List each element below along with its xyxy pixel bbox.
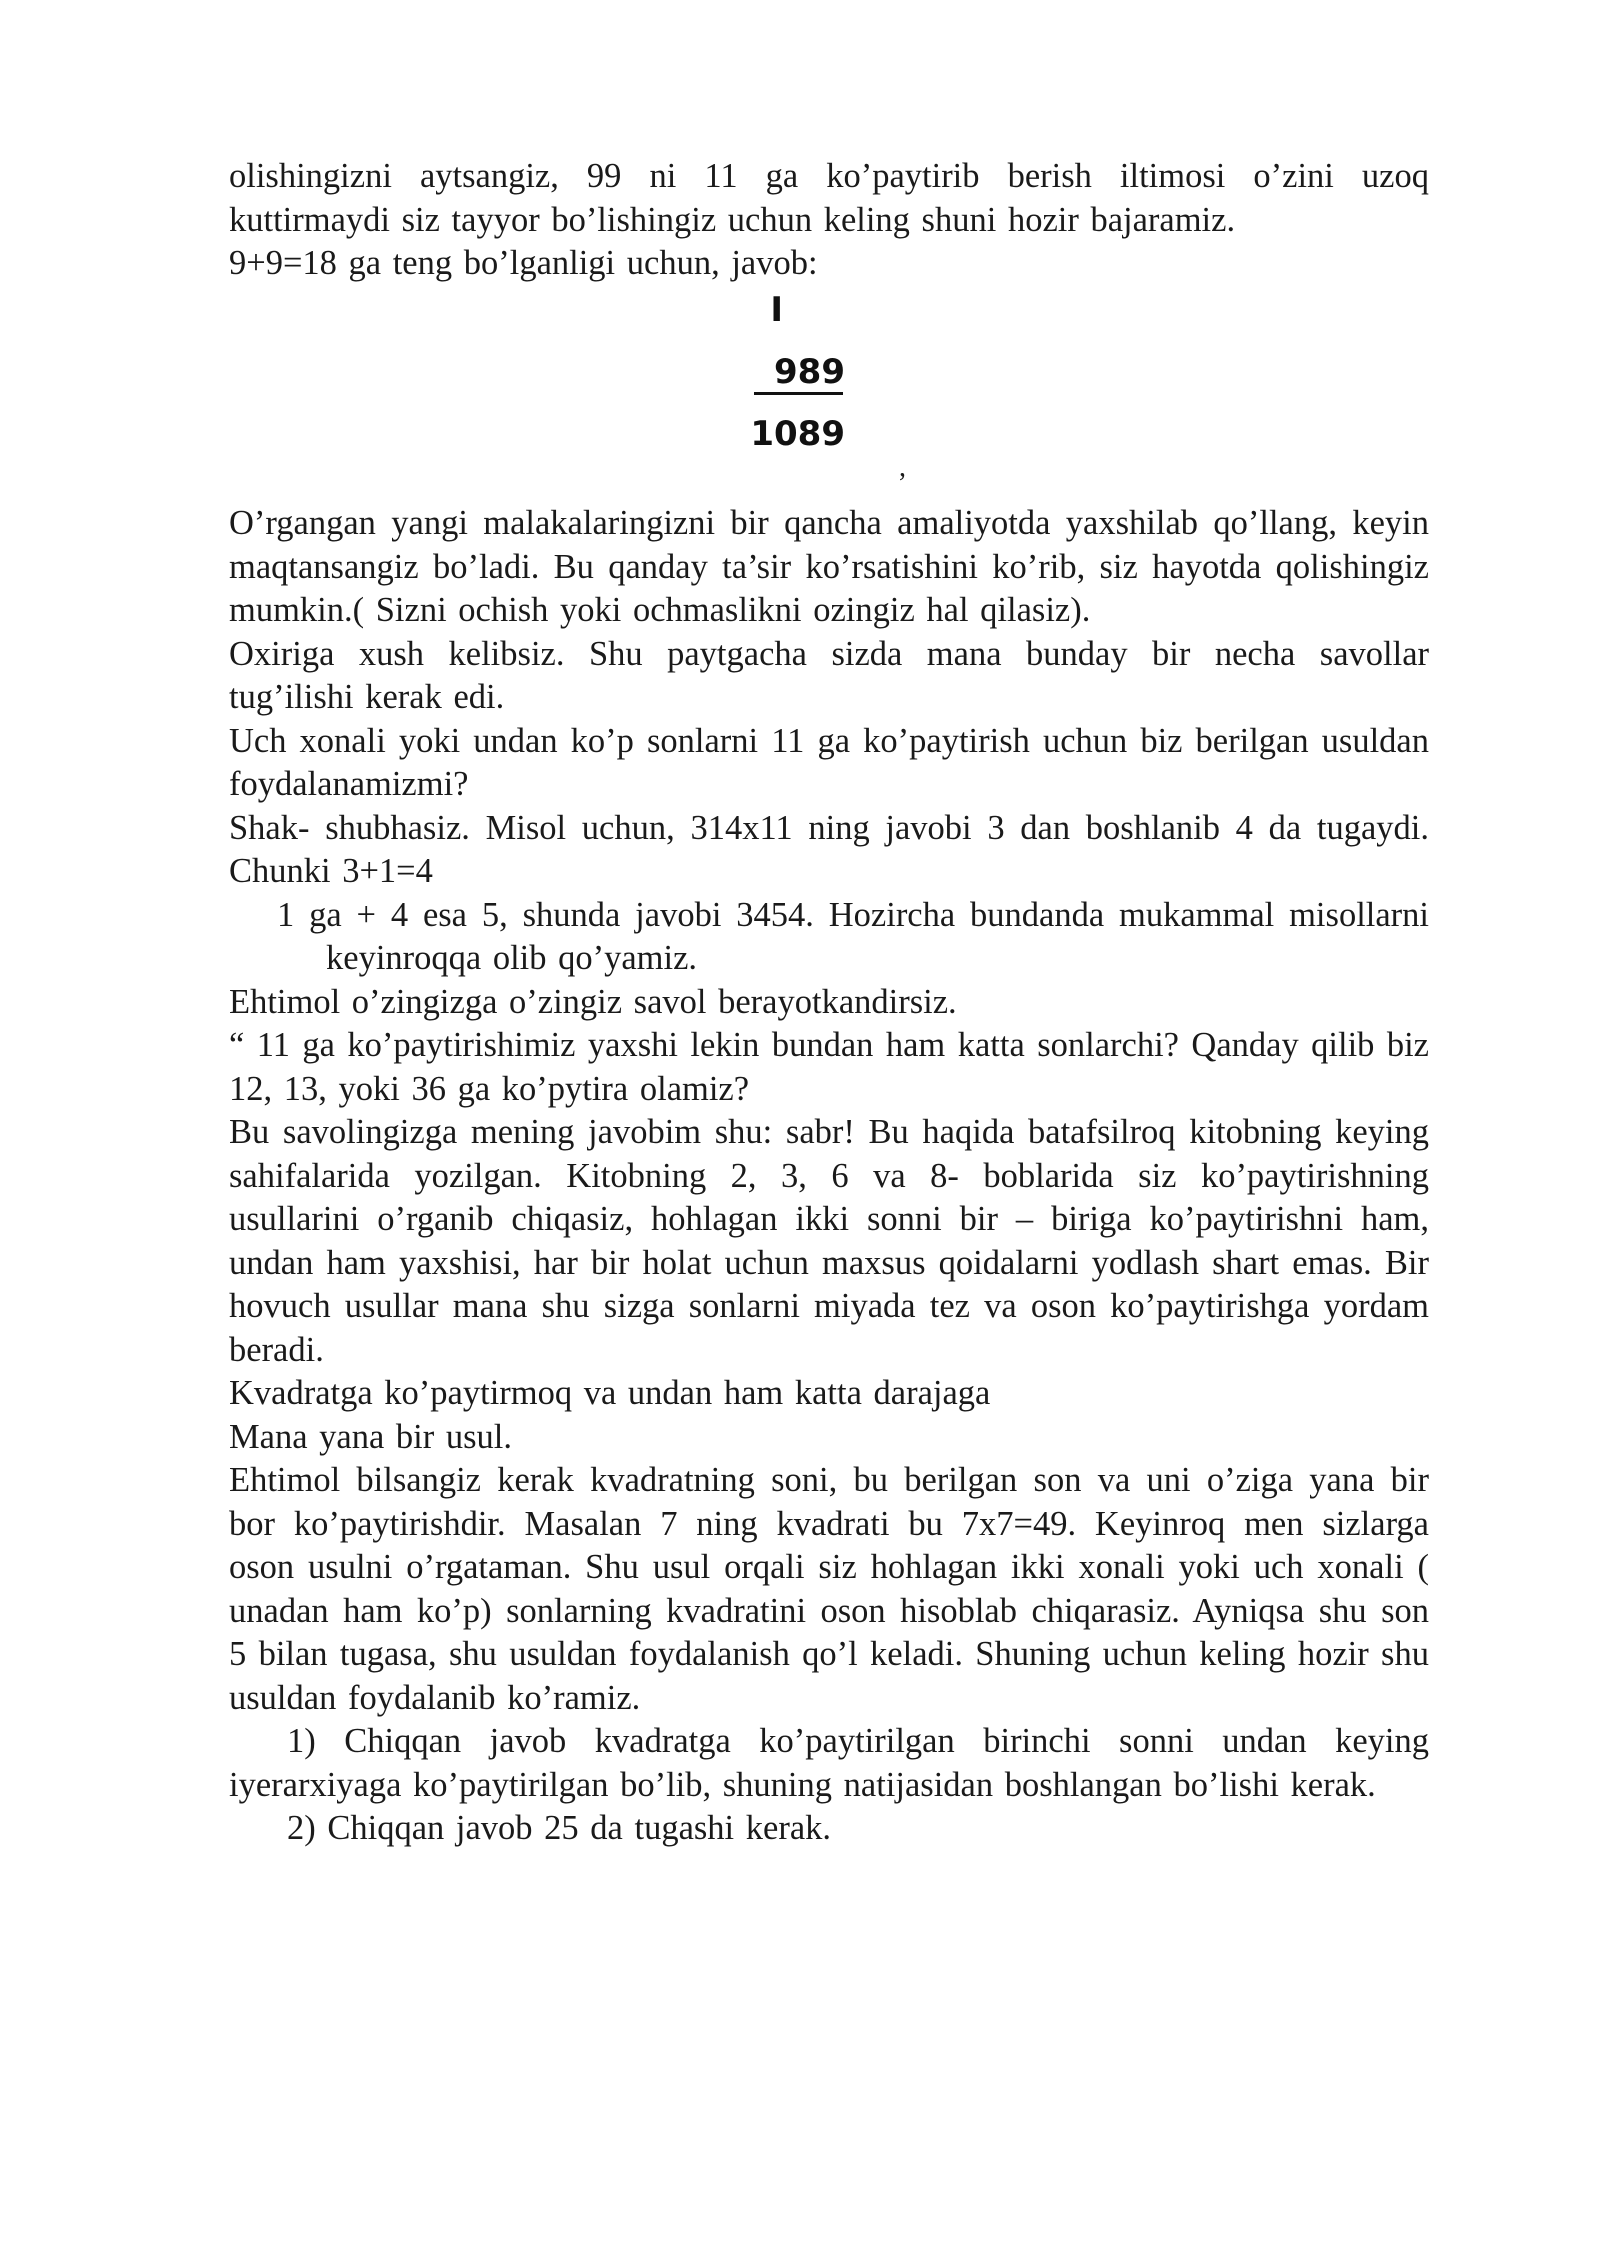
calc-result: 1089 (750, 414, 845, 454)
trailing-comma: , (899, 452, 906, 483)
paragraph-practice: O’rgangan yangi malakalaringizni bir qancha amaliyotda yaxshilab qo’llang, keyin maqtansangiz bo’ladi. Bu qanday ta’sir ko’rsatishini ko’rib, siz hayotda qolishingiz mumkin.( Sizni ochish yoki ochmaslikni ozingiz hal qilasiz). (229, 504, 1429, 629)
calc-carry-digit: I (770, 290, 783, 330)
paragraph-quote-question: “ 11 ga ko’paytirishimiz yaxshi lekin bundan ham katta sonlarchi? Qanday qilib biz 12, 13, yoki 36 ga ko’pytira olamiz? (229, 1026, 1429, 1108)
paragraph-question-three-digit: Uch xonali yoki undan ko’p sonlarni 11 ga ko’paytirish uchun biz berilgan usuldan foydalanamizmi? (229, 721, 1429, 803)
main-text (229, 502, 1429, 1851)
list-item-rule-2: 2) Chiqqan javob 25 da tugashi kerak. (287, 1809, 832, 1847)
list-item-rule-1: 1) Chiqqan javob kvadratga ko’paytirilgan birinchi sonni undan keying iyerarxiyaga ko’paytirilgan bo’lib, shuning natijasidan boshlangan bo’lishi kerak. (229, 1722, 1429, 1804)
paragraph-example-314: Shak- shubhasiz. Misol uchun, 314x11 ning javobi 3 dan boshlanib 4 da tugaydi. Chunki 3+1=4 (229, 808, 1429, 890)
paragraph-answer-lead: 9+9=18 ga teng bo’lganligi uchun, javob: (229, 244, 818, 282)
intro-text (229, 155, 1429, 286)
paragraph-self-question: Ehtimol o’zingizga o’zingiz savol berayotkandirsiz. (229, 982, 957, 1021)
section-heading-squares: Kvadratga ko’paytirmoq va undan ham katta darajaga (229, 1374, 991, 1412)
paragraph-another-method: Mana yana bir usul. (229, 1417, 513, 1456)
calc-addend: 989 (774, 352, 845, 392)
paragraph-intro: olishingizni aytsangiz, 99 ni 11 ga ko’paytirib berish iltimosi o’zini uzoq kuttirmaydi siz tayyor bo’lishingiz uchun keling shuni hozir bajaramiz. (229, 157, 1429, 239)
paragraph-example-result: 1 ga + 4 esa 5, shunda javobi 3454. Hozircha bundanda mukammal misollarni keyinroqqa olib qo’yamiz. (277, 895, 1429, 977)
paragraph-welcome: Oxiriga xush kelibsiz. Shu paytgacha sizda mana bunday bir necha savollar tug’ilishi kerak edi. (229, 634, 1429, 716)
paragraph-square-explanation: Ehtimol bilsangiz kerak kvadratning soni, bu berilgan son va uni o’ziga yana bir bor ko’paytirishdir. Masalan 7 ning kvadrati bu 7x7=49. Keyinroq men sizlarga oson usulni o’rgataman. Shu usul orqali siz hohlagan ikki xonali yoki uch xonali ( unadan ham ko’p) sonlarning kvadratini oson hisoblab chiqarasiz. Ayniqsa shu son 5 bilan tugasa, shu usuldan foydalanish qo’l keladi. Shuning uchun keling hozir shu usuldan foydalanib ko’ramiz. (229, 1461, 1429, 1717)
paragraph-answer-patience: Bu savolingizga mening javobim shu: sabr! Bu haqida batafsilroq kitobning keying sahifalarida yozilgan. Kitobning 2, 3, 6 va 8- boblarida siz ko’paytirishning usullarini o’rganib chiqasiz, hohlagan ikki sonni bir – biriga ko’paytirishni ham, undan ham yaxshisi, har bir holat uchun maxsus qoidalarni yodlash shart emas. Bir hovuch usullar mana shu sizga sonlarni miyada tez va oson ko’paytirishga yordam beradi. (229, 1113, 1429, 1369)
calc-sum-rule (754, 392, 843, 395)
